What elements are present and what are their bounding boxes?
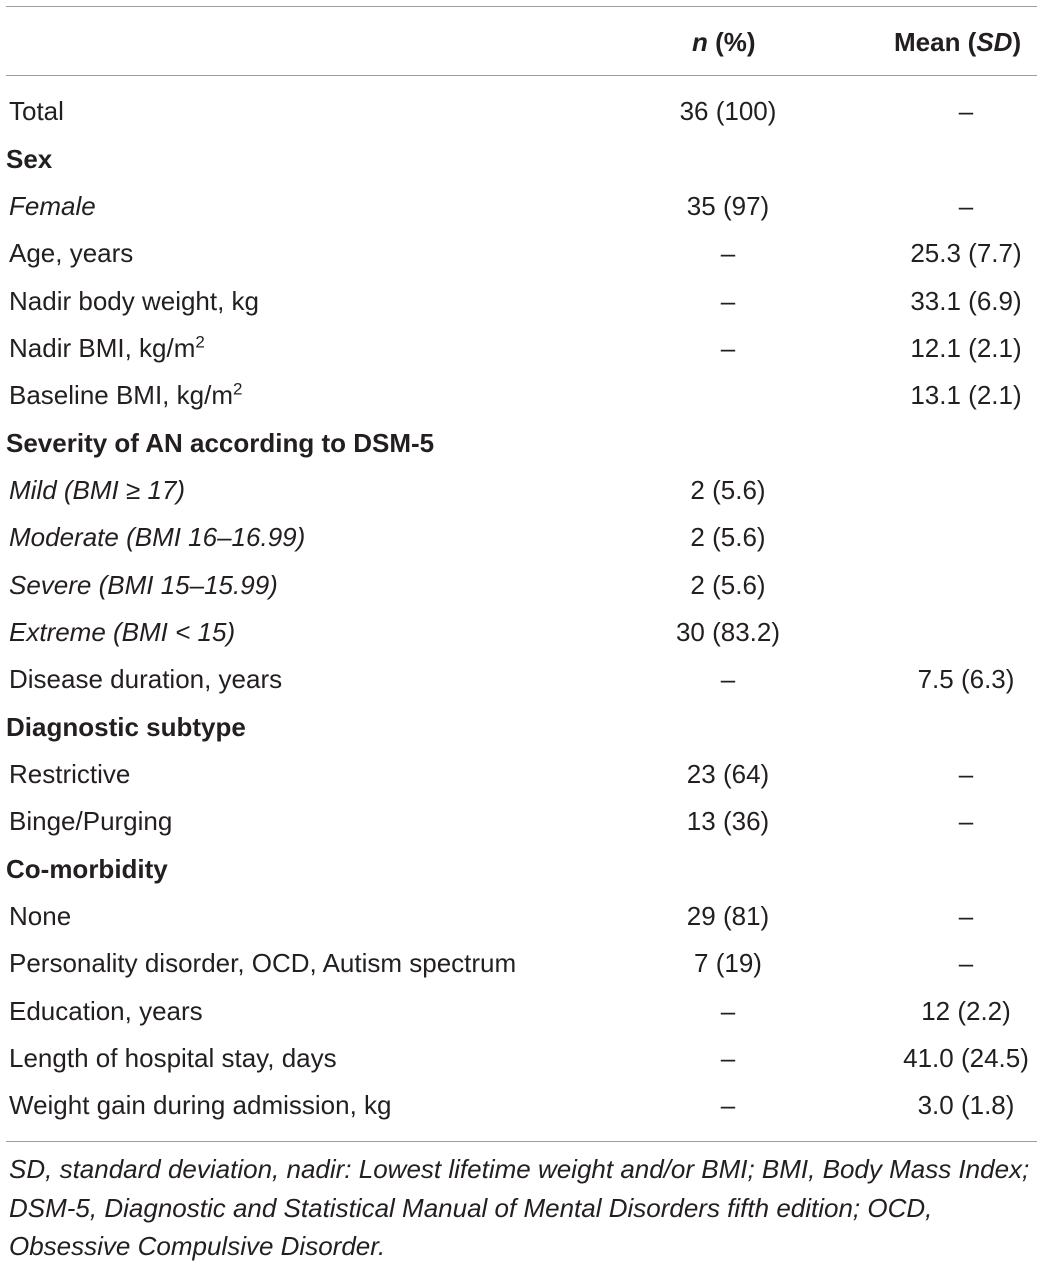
row-n: – (720, 1090, 736, 1120)
table-row-mild (0, 467, 1043, 514)
row-label: Length of hospital stay, days (9, 1043, 337, 1073)
row-n: 7 (19) (694, 948, 762, 978)
row-mean: – (958, 191, 974, 221)
row-label: Binge/Purging (9, 806, 173, 836)
row-label: Moderate (BMI 16–16.99) (9, 522, 306, 552)
row-mean: – (958, 96, 974, 126)
section-heading-subtype (0, 704, 1043, 751)
row-n: 2 (5.6) (690, 570, 766, 600)
row-n: 29 (81) (686, 901, 770, 931)
row-label: Extreme (BMI < 15) (9, 617, 236, 647)
section-label: Co-morbidity (6, 854, 168, 884)
row-n: – (720, 286, 736, 316)
table-top-rule (6, 6, 1037, 7)
table-row-nadir-weight (0, 278, 1043, 325)
table-row-education (0, 988, 1043, 1035)
table-row-moderate (0, 514, 1043, 561)
table-bottom-rule (6, 1141, 1037, 1142)
row-label: Restrictive (9, 759, 131, 789)
section-heading-comorbidity (0, 846, 1043, 893)
row-label: None (9, 901, 72, 931)
table-row-nadir-bmi (0, 325, 1043, 372)
table-row-total (0, 88, 1043, 135)
table-row-binge-purging (0, 798, 1043, 845)
table-row-severe (0, 562, 1043, 609)
table-row-hospital-stay (0, 1035, 1043, 1082)
row-n: – (720, 1043, 736, 1073)
row-n: 36 (100) (679, 96, 777, 126)
row-n: – (720, 664, 736, 694)
table-row-age (0, 230, 1043, 277)
header-mean-sd: Mean (SD) (894, 27, 1022, 57)
table-row-extreme (0, 609, 1043, 656)
header-rule (6, 75, 1037, 76)
row-n: 30 (83.2) (675, 617, 781, 647)
table-row-personality-disorder (0, 940, 1043, 987)
header-n-percent: n (%) (692, 27, 756, 57)
row-mean: 12.1 (2.1) (910, 333, 1022, 363)
row-n: 2 (5.6) (690, 522, 766, 552)
row-mean: – (958, 901, 974, 931)
superscript: 2 (232, 379, 243, 399)
row-label: Baseline BMI, $kg/m^2$ (9, 379, 243, 410)
row-label: Age, years (9, 238, 134, 268)
row-n: 13 (36) (686, 806, 770, 836)
row-mean: 25.3 (7.7) (910, 238, 1022, 268)
row-mean: 7.5 (6.3) (917, 664, 1015, 694)
section-label: Diagnostic subtype (6, 712, 246, 742)
superscript: 2 (195, 332, 205, 352)
row-n: 2 (5.6) (690, 475, 766, 505)
table-footnote: SD, standard deviation, nadir: Lowest lifetime weight and/or BMI; BMI, Body Mass Index; DSM-5, Diagnostic and Statistical Manual of Mental Disorders fifth edition; OCD, Obsessive Compulsive Disorder. (9, 1154, 1030, 1261)
row-label: Nadir body weight, kg (9, 286, 260, 316)
row-label: Mild (BMI ≥ 17) (9, 475, 186, 505)
row-mean: 13.1 (2.1) (910, 380, 1022, 410)
row-mean: – (958, 759, 974, 789)
table-row-disease-duration (0, 656, 1043, 703)
row-label: Disease duration, years (9, 664, 283, 694)
row-label: Severe (BMI 15–15.99) (9, 570, 278, 600)
row-label: Nadir BMI, $kg/m^2$ (9, 332, 205, 363)
table-row-none (0, 893, 1043, 940)
row-label: Female (9, 191, 96, 221)
table-row-weight-gain (0, 1082, 1043, 1129)
row-label: Weight gain during admission, kg (9, 1090, 392, 1120)
row-n: – (720, 333, 736, 363)
row-n: – (720, 996, 736, 1026)
row-n: 23 (64) (686, 759, 770, 789)
row-mean: 33.1 (6.9) (910, 286, 1022, 316)
section-label: Severity of AN according to DSM-5 (6, 428, 435, 458)
row-mean: – (958, 948, 974, 978)
table-row-female (0, 183, 1043, 230)
table-row-restrictive (0, 751, 1043, 798)
row-mean: 3.0 (1.8) (917, 1090, 1015, 1120)
section-heading-sex (0, 136, 1043, 183)
row-mean: 12 (2.2) (921, 996, 1011, 1026)
row-n: – (720, 238, 736, 268)
table-row-baseline-bmi (0, 372, 1043, 419)
section-heading-severity (0, 420, 1043, 467)
row-label: Personality disorder, OCD, Autism spectrum (9, 948, 517, 978)
row-label: Total (9, 96, 64, 126)
section-label: Sex (6, 144, 53, 174)
row-n: 35 (97) (686, 191, 770, 221)
row-mean: – (958, 806, 974, 836)
row-mean: 41.0 (24.5) (903, 1043, 1029, 1073)
row-label: Education, years (9, 996, 203, 1026)
